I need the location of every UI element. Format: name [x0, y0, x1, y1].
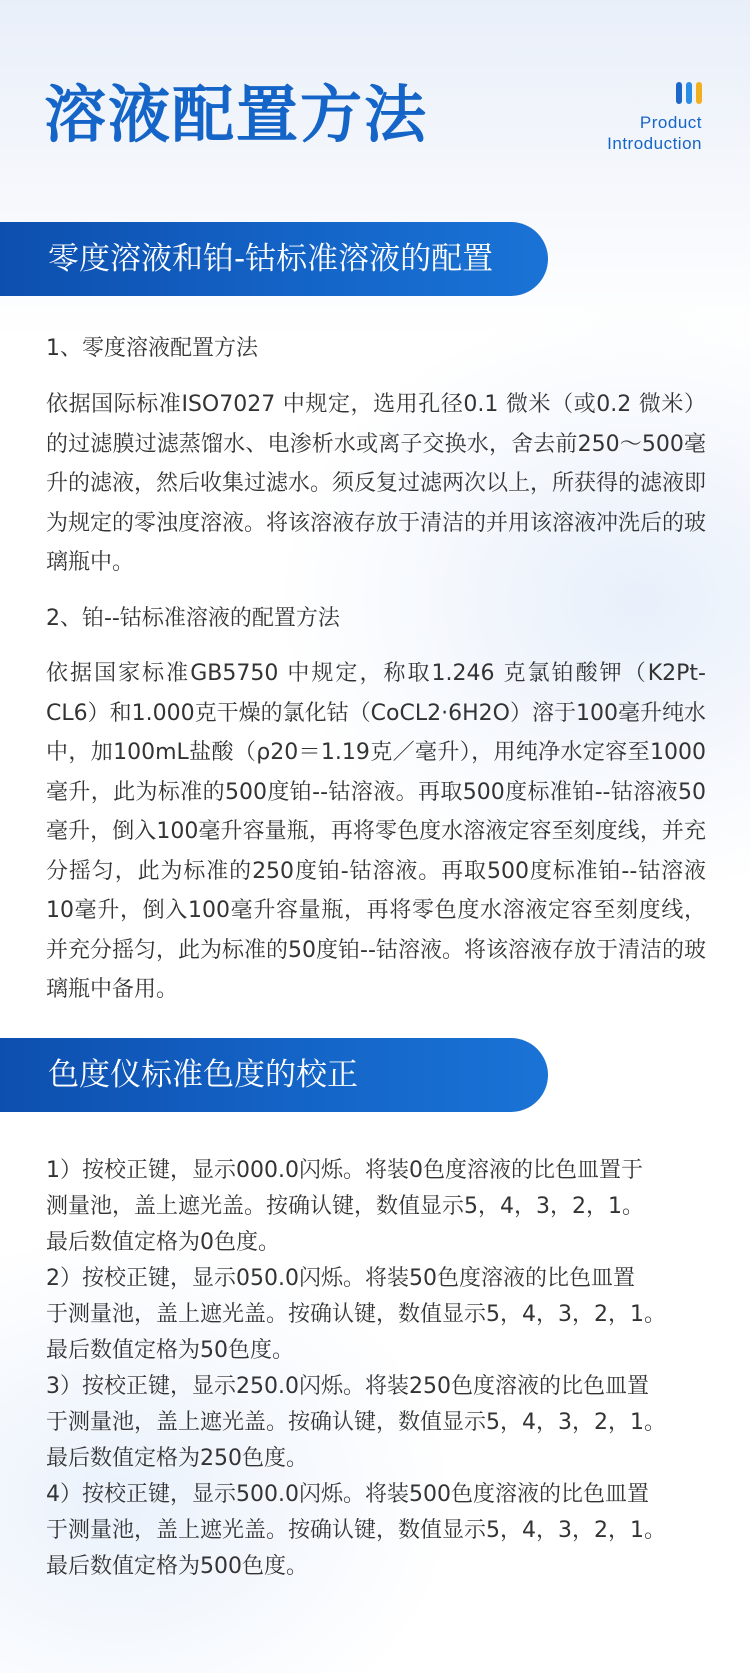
calibration-line: 于测量池，盖上遮光盖。按确认键，数值显示5，4，3，2，1。 — [46, 1302, 666, 1327]
section1-sub2 — [46, 604, 706, 634]
paragraph-ptco-solution: 依据国家标准GB5750 中规定，称取1.246 克氯铂酸钾（K2Pt-CL6）和1.000克干燥的氯化钴（CoCL2·6H2O）溶于100毫升纯水中，加100mL盐酸（ρ20＝1.19克／毫升），用纯净水定容至1000毫升，此为标准的500度铂--钴溶液。再取500度标准铂--钴溶液50毫升，倒入100毫升容量瓶，再将零色度水溶液定容至刻度线，并充分摇匀，此为标准的250度铂-钴溶液。再取500度标准铂--钴溶液10毫升，倒入100毫升容量瓶，再将零色度水溶液定容至刻度线，并充分摇匀，此为标准的50度铂--钴溶液。将该溶液存放于清洁的玻璃瓶中备用。 — [46, 661, 706, 1002]
section1-para2-block — [46, 654, 706, 1010]
section1-para1-block — [46, 385, 706, 583]
section-heading-zero-and-ptco: 零度溶液和铂-钴标准溶液的配置 — [0, 222, 548, 296]
calibration-line: 最后数值定格为0色度。 — [46, 1230, 280, 1255]
brand-logo — [607, 82, 702, 154]
subheading-ptco-solution: 2、铂--钴标准溶液的配置方法 — [46, 606, 340, 631]
logo-text-product: Product — [639, 113, 702, 132]
calibration-line: 最后数值定格为250色度。 — [46, 1446, 308, 1471]
calibration-line: 于测量池，盖上遮光盖。按确认键，数值显示5，4，3，2，1。 — [46, 1518, 666, 1543]
logo-text-introduction: Introduction — [607, 134, 702, 153]
calibration-line: 最后数值定格为500色度。 — [46, 1554, 308, 1579]
calibration-line: 最后数值定格为50色度。 — [46, 1338, 294, 1363]
calibration-line: 3）按校正键，显示250.0闪烁。将装250色度溶液的比色皿置 — [46, 1374, 649, 1399]
section1-sub1 — [46, 334, 706, 364]
calibration-steps — [46, 1153, 706, 1585]
page-title: 溶液配置方法 — [44, 78, 429, 151]
paragraph-zero-solution: 依据国际标准ISO7027 中规定，选用孔径0.1 微米（或0.2 微米）的过滤膜过滤蒸馏水、电渗析水或离子交换水，舍去前250～500毫升的滤液，然后收集过滤水。须反复过滤两次以上，所获得的滤液即为规定的零浊度溶液。将该溶液存放于清洁的并用该溶液冲洗后的玻璃瓶中。 — [46, 392, 707, 575]
three-bar-logo-icon — [607, 82, 702, 104]
calibration-line: 测量池，盖上遮光盖。按确认键，数值显示5，4，3，2，1。 — [46, 1194, 644, 1219]
calibration-line: 于测量池，盖上遮光盖。按确认键，数值显示5，4，3，2，1。 — [46, 1410, 666, 1435]
subheading-zero-solution: 1、零度溶液配置方法 — [46, 336, 258, 361]
calibration-line: 4）按校正键，显示500.0闪烁。将装500色度溶液的比色皿置 — [46, 1482, 649, 1507]
calibration-line: 2）按校正键，显示050.0闪烁。将装50色度溶液的比色皿置 — [46, 1266, 635, 1291]
calibration-line: 1）按校正键，显示000.0闪烁。将装0色度溶液的比色皿置于 — [46, 1158, 643, 1183]
section-heading-calibration: 色度仪标准色度的校正 — [0, 1038, 548, 1112]
